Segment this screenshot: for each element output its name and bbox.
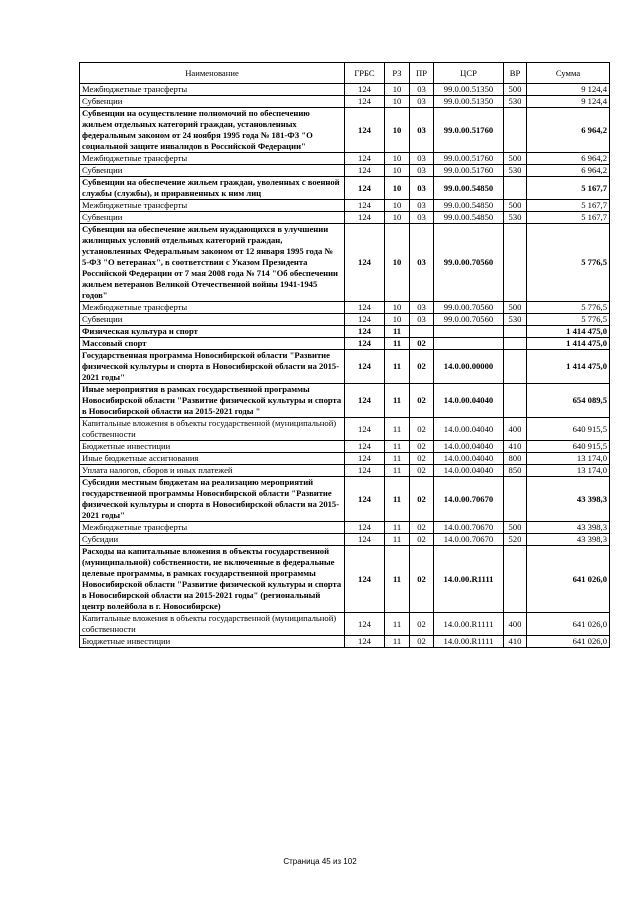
cell-pr: 03: [410, 200, 434, 212]
cell-rz: 10: [385, 96, 410, 108]
cell-name: Уплата налогов, сборов и иных платежей: [80, 465, 345, 477]
table-row: [80, 522, 610, 534]
cell-pr: 02: [410, 350, 434, 384]
cell-grbs: 124: [345, 546, 385, 613]
cell-csr: 99.0.00.51760: [434, 108, 504, 153]
cell-vr: 400: [504, 613, 527, 636]
table-row: [80, 636, 610, 648]
cell-name: Массовый спорт: [80, 338, 345, 350]
cell-vr: [504, 108, 527, 153]
cell-sum: 1 414 475,0: [527, 326, 610, 338]
cell-sum: 640 915,5: [527, 418, 610, 441]
cell-pr: 03: [410, 108, 434, 153]
cell-pr: 03: [410, 212, 434, 224]
table-row: [80, 84, 610, 96]
cell-grbs: 124: [345, 522, 385, 534]
cell-rz: 10: [385, 314, 410, 326]
cell-name: Межбюджетные трансферты: [80, 302, 345, 314]
cell-name: Бюджетные инвестиции: [80, 636, 345, 648]
cell-grbs: 124: [345, 302, 385, 314]
table-header: [80, 63, 610, 84]
cell-pr: 02: [410, 384, 434, 418]
cell-pr: 02: [410, 453, 434, 465]
cell-sum: 1 414 475,0: [527, 350, 610, 384]
cell-name: Субвенции: [80, 165, 345, 177]
table-row: [80, 165, 610, 177]
cell-vr: 520: [504, 534, 527, 546]
cell-grbs: 124: [345, 84, 385, 96]
cell-rz: 11: [385, 441, 410, 453]
cell-name: Субвенции на обеспечение жильем граждан, уволенных с военной службы (службы), и приравненных к ним лиц: [80, 177, 345, 200]
cell-rz: 10: [385, 302, 410, 314]
cell-csr: 14.0.00.70670: [434, 522, 504, 534]
cell-sum: 5 167,7: [527, 212, 610, 224]
cell-sum: 5 776,5: [527, 224, 610, 302]
cell-sum: 1 414 475,0: [527, 338, 610, 350]
cell-name: Бюджетные инвестиции: [80, 441, 345, 453]
cell-csr: 99.0.00.54850: [434, 177, 504, 200]
cell-vr: 410: [504, 636, 527, 648]
cell-rz: 11: [385, 546, 410, 613]
cell-csr: 14.0.00.70670: [434, 534, 504, 546]
cell-pr: 02: [410, 534, 434, 546]
cell-vr: 500: [504, 153, 527, 165]
table-row: [80, 441, 610, 453]
cell-vr: 850: [504, 465, 527, 477]
cell-vr: [504, 177, 527, 200]
cell-name: Субвенции на обеспечение жильем нуждающихся в улучшении жилищных условий отдельных категорий граждан, установленных Федеральным законом от 12 января 1995 года № 5-ФЗ "О ветеранах", в соответствии с Указом Президента Российской Федерации от 7 мая 2008 года № 714 "Об обеспечении жильем ветеранов Великой Отечественной войны 1941-1945 годов": [80, 224, 345, 302]
table-row: [80, 108, 610, 153]
cell-sum: 6 964,2: [527, 165, 610, 177]
cell-csr: 14.0.00.04040: [434, 418, 504, 441]
cell-rz: 10: [385, 108, 410, 153]
cell-grbs: 124: [345, 477, 385, 522]
cell-csr: 14.0.00.04040: [434, 384, 504, 418]
cell-grbs: 124: [345, 212, 385, 224]
cell-sum: 641 026,0: [527, 546, 610, 613]
cell-sum: 9 124,4: [527, 96, 610, 108]
cell-name: Субсидии: [80, 534, 345, 546]
cell-vr: 530: [504, 96, 527, 108]
cell-rz: 11: [385, 326, 410, 338]
table-row: [80, 177, 610, 200]
cell-grbs: 124: [345, 441, 385, 453]
cell-name: Капитальные вложения в объекты государственной (муниципальной) собственности: [80, 613, 345, 636]
cell-rz: 10: [385, 177, 410, 200]
col-header-csr: ЦСР: [434, 63, 504, 84]
table-row: [80, 302, 610, 314]
table-row: [80, 613, 610, 636]
cell-grbs: 124: [345, 314, 385, 326]
col-header-vr: ВР: [504, 63, 527, 84]
cell-sum: 640 915,5: [527, 441, 610, 453]
cell-csr: 14.0.00.R1111: [434, 613, 504, 636]
cell-pr: 02: [410, 522, 434, 534]
cell-rz: 11: [385, 453, 410, 465]
table-row: [80, 477, 610, 522]
cell-rz: 10: [385, 84, 410, 96]
cell-vr: 500: [504, 84, 527, 96]
cell-rz: 11: [385, 338, 410, 350]
cell-grbs: 124: [345, 153, 385, 165]
cell-grbs: 124: [345, 338, 385, 350]
cell-csr: 99.0.00.70560: [434, 224, 504, 302]
cell-rz: 11: [385, 477, 410, 522]
table-row: [80, 326, 610, 338]
cell-vr: 500: [504, 200, 527, 212]
header-row: [80, 63, 610, 84]
cell-name: Субвенции на осуществление полномочий по обеспечению жильем отдельных категорий граждан, установленных федеральным законом от 24 ноября 1995 года № 181-ФЗ "О социальной защите инвалидов в Российской Федерации": [80, 108, 345, 153]
cell-vr: 410: [504, 441, 527, 453]
page-number: Страница 45 из 102: [283, 857, 357, 866]
cell-grbs: 124: [345, 326, 385, 338]
cell-csr: 14.0.00.04040: [434, 465, 504, 477]
cell-rz: 10: [385, 224, 410, 302]
cell-name: Межбюджетные трансферты: [80, 153, 345, 165]
cell-vr: [504, 350, 527, 384]
cell-name: Межбюджетные трансферты: [80, 84, 345, 96]
cell-pr: 03: [410, 153, 434, 165]
cell-vr: 530: [504, 314, 527, 326]
col-header-rz: РЗ: [385, 63, 410, 84]
cell-sum: 654 089,5: [527, 384, 610, 418]
cell-pr: 03: [410, 165, 434, 177]
col-header-sum: Сумма: [527, 63, 610, 84]
cell-name: Иные бюджетные ассигнования: [80, 453, 345, 465]
cell-vr: [504, 384, 527, 418]
cell-rz: 11: [385, 522, 410, 534]
cell-name: Субсидии местным бюджетам на реализацию мероприятий государственной программы Новосибирской области "Развитие физической культуры и спорта в Новосибирской области на 2015-2021 годы": [80, 477, 345, 522]
cell-vr: [504, 338, 527, 350]
cell-csr: 14.0.00.04040: [434, 441, 504, 453]
cell-rz: 11: [385, 465, 410, 477]
cell-csr: 99.0.00.54850: [434, 200, 504, 212]
table-row: [80, 465, 610, 477]
cell-vr: [504, 326, 527, 338]
cell-pr: 03: [410, 314, 434, 326]
cell-csr: 14.0.00.70670: [434, 477, 504, 522]
cell-pr: 02: [410, 546, 434, 613]
cell-pr: 03: [410, 84, 434, 96]
cell-vr: [504, 477, 527, 522]
cell-sum: 5 776,5: [527, 302, 610, 314]
cell-pr: [410, 326, 434, 338]
cell-rz: 10: [385, 200, 410, 212]
cell-sum: 5 167,7: [527, 177, 610, 200]
cell-pr: 03: [410, 177, 434, 200]
cell-sum: 43 398,3: [527, 477, 610, 522]
cell-csr: 99.0.00.54850: [434, 212, 504, 224]
cell-sum: 43 398,3: [527, 522, 610, 534]
col-header-grbs: ГРБС: [345, 63, 385, 84]
cell-sum: 43 398,3: [527, 534, 610, 546]
cell-csr: [434, 326, 504, 338]
table-row: [80, 453, 610, 465]
cell-sum: 6 964,2: [527, 108, 610, 153]
cell-sum: 5 167,7: [527, 200, 610, 212]
cell-rz: 10: [385, 165, 410, 177]
cell-csr: 14.0.00.R1111: [434, 636, 504, 648]
cell-sum: 13 174,0: [527, 453, 610, 465]
cell-name: Субвенции: [80, 96, 345, 108]
table-body: [80, 84, 610, 648]
cell-rz: 11: [385, 384, 410, 418]
cell-grbs: 124: [345, 165, 385, 177]
cell-sum: 9 124,4: [527, 84, 610, 96]
cell-vr: 530: [504, 212, 527, 224]
cell-csr: 14.0.00.04040: [434, 453, 504, 465]
cell-pr: 02: [410, 418, 434, 441]
table-row: [80, 546, 610, 613]
cell-grbs: 124: [345, 200, 385, 212]
table-row: [80, 314, 610, 326]
budget-table: [79, 62, 610, 648]
cell-sum: 5 776,5: [527, 314, 610, 326]
cell-vr: [504, 546, 527, 613]
cell-csr: 99.0.00.51350: [434, 96, 504, 108]
cell-grbs: 124: [345, 418, 385, 441]
table-row: [80, 418, 610, 441]
cell-rz: 10: [385, 153, 410, 165]
cell-grbs: 124: [345, 534, 385, 546]
cell-grbs: 124: [345, 636, 385, 648]
cell-csr: [434, 338, 504, 350]
table-row: [80, 212, 610, 224]
cell-name: Капитальные вложения в объекты государственной (муниципальной) собственности: [80, 418, 345, 441]
cell-pr: 02: [410, 477, 434, 522]
cell-vr: 400: [504, 418, 527, 441]
cell-pr: 02: [410, 338, 434, 350]
cell-rz: 11: [385, 636, 410, 648]
cell-pr: 02: [410, 636, 434, 648]
cell-name: Межбюджетные трансферты: [80, 200, 345, 212]
cell-csr: 99.0.00.70560: [434, 302, 504, 314]
cell-pr: 03: [410, 224, 434, 302]
cell-csr: 99.0.00.51760: [434, 165, 504, 177]
cell-sum: 641 026,0: [527, 613, 610, 636]
col-header-name: Наименование: [80, 63, 345, 84]
cell-sum: 641 026,0: [527, 636, 610, 648]
cell-grbs: 124: [345, 350, 385, 384]
cell-name: Межбюджетные трансферты: [80, 522, 345, 534]
cell-csr: 14.0.00.R1111: [434, 546, 504, 613]
cell-pr: 03: [410, 302, 434, 314]
cell-name: Физическая культура и спорт: [80, 326, 345, 338]
cell-pr: 02: [410, 441, 434, 453]
cell-grbs: 124: [345, 224, 385, 302]
cell-pr: 02: [410, 465, 434, 477]
cell-name: Расходы на капитальные вложения в объекты государственной (муниципальной) собственности, не включенные в федеральные целевые программы, в рамках государственной программы Новосибирской области "Развитие физической культуры и спорта в Новосибирской области на 2015-2021 годы" (региональный центр волейбола в г. Новосибирске): [80, 546, 345, 613]
cell-rz: 11: [385, 418, 410, 441]
cell-csr: 99.0.00.70560: [434, 314, 504, 326]
cell-rz: 11: [385, 534, 410, 546]
cell-rz: 11: [385, 350, 410, 384]
cell-sum: 6 964,2: [527, 153, 610, 165]
cell-vr: 530: [504, 165, 527, 177]
cell-vr: 800: [504, 453, 527, 465]
cell-grbs: 124: [345, 613, 385, 636]
table-row: [80, 96, 610, 108]
cell-rz: 10: [385, 212, 410, 224]
cell-grbs: 124: [345, 453, 385, 465]
cell-vr: [504, 224, 527, 302]
table-row: [80, 153, 610, 165]
cell-name: Государственная программа Новосибирской области "Развитие физической культуры и спорта в Новосибирской области на 2015-2021 годы": [80, 350, 345, 384]
table-row: [80, 534, 610, 546]
cell-vr: 500: [504, 522, 527, 534]
table-row: [80, 338, 610, 350]
cell-csr: 99.0.00.51350: [434, 84, 504, 96]
table-row: [80, 200, 610, 212]
cell-grbs: 124: [345, 384, 385, 418]
cell-name: Субвенции: [80, 314, 345, 326]
cell-csr: 14.0.00.00000: [434, 350, 504, 384]
cell-name: Субвенции: [80, 212, 345, 224]
cell-sum: 13 174,0: [527, 465, 610, 477]
table-row: [80, 350, 610, 384]
cell-rz: 11: [385, 613, 410, 636]
cell-pr: 03: [410, 96, 434, 108]
table-row: [80, 384, 610, 418]
table-row: [80, 224, 610, 302]
cell-name: Иные мероприятия в рамках государственной программы Новосибирской области "Развитие физической культуры и спорта в Новосибирской области на 2015-2021 годы ": [80, 384, 345, 418]
cell-grbs: 124: [345, 96, 385, 108]
cell-grbs: 124: [345, 465, 385, 477]
col-header-pr: ПР: [410, 63, 434, 84]
cell-pr: 02: [410, 613, 434, 636]
cell-csr: 99.0.00.51760: [434, 153, 504, 165]
cell-grbs: 124: [345, 177, 385, 200]
cell-grbs: 124: [345, 108, 385, 153]
cell-vr: 500: [504, 302, 527, 314]
